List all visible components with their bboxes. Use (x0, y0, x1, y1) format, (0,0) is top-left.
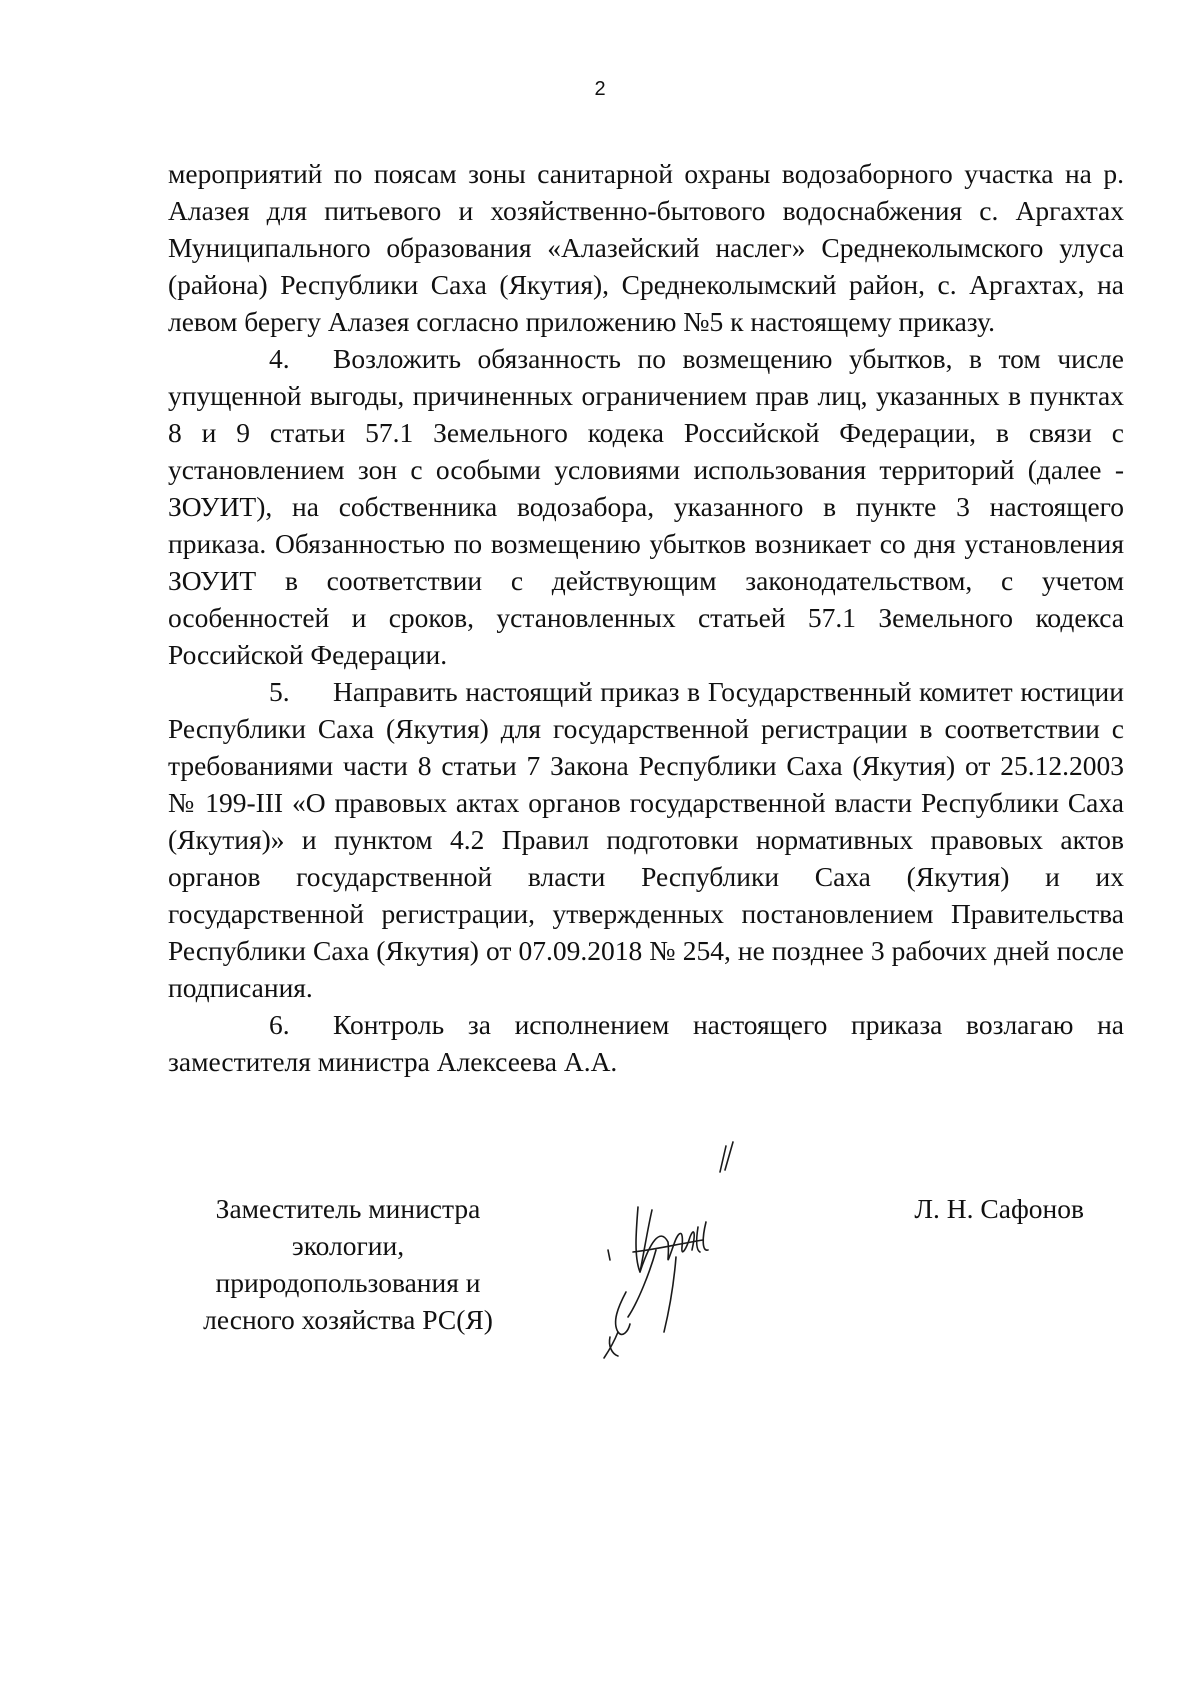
item-4-text: Возложить обязанность по возмещению убытков, в том числе упущенной выгоды, причиненных ограничением прав лиц, указанных в пунктах 8 и 9 статьи 57.1 Земельного кодека Российской Федерации, в связи с установлением зон с особыми условиями использования территорий (далее - ЗОУИТ), на собственника водозабора, указанного в пункте 3 настоящего приказа. Обязанностью по возмещению убытков возникает со дня установления ЗОУИТ в соответствии с действующим законодательством, с учетом особенностей и сроков, установленных статьей 57.1 Земельного кодекса Российской Федерации. (168, 343, 1124, 670)
item-6-number: 6. (269, 1009, 290, 1040)
signer-name: Л. Н. Сафонов (914, 1193, 1084, 1224)
item-6-paragraph (168, 1006, 1124, 1080)
signer-position-line: лесного хозяйства РС(Я) (203, 1304, 493, 1335)
document-body (168, 155, 1124, 1080)
item-5-paragraph (168, 673, 1124, 1006)
item-4-paragraph (168, 340, 1124, 673)
handwritten-signature (578, 1132, 778, 1362)
signature-block (168, 1190, 1124, 1360)
signer-position-line: экологии, (291, 1230, 405, 1261)
item-6-text: Контроль за исполнением настоящего приказа возлагаю на заместителя министра Алексеева А.А. (168, 1009, 1124, 1077)
item-5-text: Направить настоящий приказ в Государственный комитет юстиции Республики Саха (Якутия) для государственной регистрации в соответствии с требованиями части 8 статьи 7 Закона Республики Саха (Якутия) от 25.12.2003 № 199-III «О правовых актах органов государственной власти Республики Саха (Якутия)» и пунктом 4.2 Правил подготовки нормативных правовых актов органов государственной власти Республики Саха (Якутия) и их государственной регистрации, утвержденных постановлением Правительства Республики Саха (Якутия) от 07.09.2018 № 254, не позднее 3 рабочих дней после подписания. (168, 676, 1124, 1003)
page-number: 2 (594, 78, 606, 100)
signer-position-line: природопользования и (215, 1267, 481, 1298)
item-5-number: 5. (269, 676, 290, 707)
signer-position-line: Заместитель министра (215, 1193, 481, 1224)
signer-position (168, 1190, 528, 1338)
intro-paragraph: мероприятий по поясам зоны санитарной охраны водозаборного участка на р. Алазея для питьевого и хозяйственно-бытового водоснабжения с. Аргахтах Муниципального образования «Алазейский наслег» Среднеколымского улуса (района) Республики Саха (Якутия), Среднеколымский район, с. Аргахтах, на левом берегу Алазея согласно приложению №5 к настоящему приказу. (168, 158, 1124, 337)
item-4-number: 4. (269, 343, 290, 374)
